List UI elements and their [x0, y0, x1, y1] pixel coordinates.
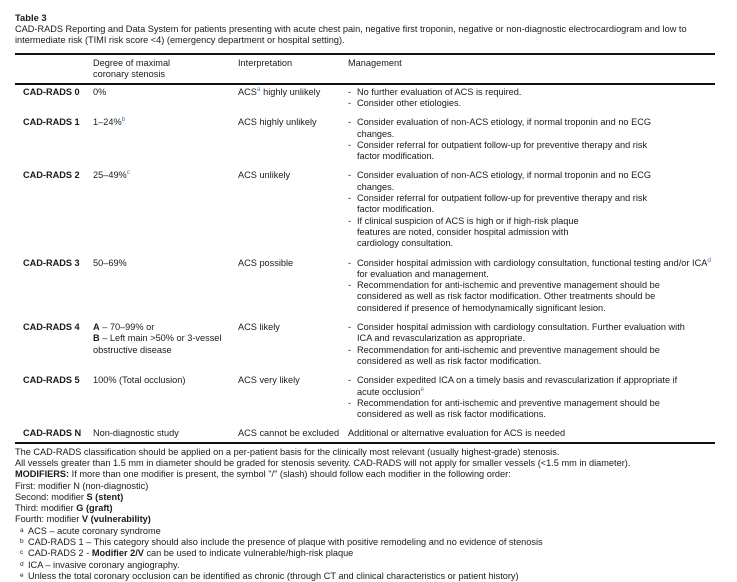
- header-interpretation: Interpretation: [238, 57, 293, 68]
- interpretation-rest: highly unlikely: [260, 86, 321, 97]
- table-notes: [15, 447, 725, 582]
- category-cell: CAD-RADS 2: [23, 170, 80, 181]
- footnote-mark: b: [20, 538, 24, 546]
- management-item: - Consider other etiologies.: [348, 98, 715, 109]
- modifiers-label: MODIFIERS:: [15, 469, 70, 480]
- modifier-order-prefix: Third: modifier: [15, 503, 77, 514]
- footnote-text: CAD-RADS 2 -: [28, 548, 92, 559]
- management-item: [348, 216, 602, 250]
- management-item: [348, 375, 687, 398]
- stenosis-value: 0%: [93, 86, 107, 97]
- stenosis-cell: [93, 115, 238, 168]
- table-row: [15, 115, 715, 168]
- category-cell: CAD-RADS 5: [23, 375, 80, 386]
- management-item: - Consider hospital admission with cardiology consultation. Further evaluation with ICA and revascularization as appropriate.: [348, 322, 687, 345]
- modifier-order-item: [15, 503, 725, 514]
- modifier-order-prefix: First: modifier N (non-diagnostic): [15, 480, 149, 491]
- stenosis-option-a: [93, 322, 238, 333]
- header-management: Management: [348, 57, 402, 68]
- modifier-order-bold: V (vulnerability): [81, 514, 151, 525]
- interpretation-cell: ACS cannot be excluded: [238, 428, 340, 439]
- management-cell: [348, 426, 715, 441]
- footnote-ref[interactable]: b: [121, 116, 126, 124]
- interpretation-cell: ACS possible: [238, 257, 294, 268]
- footnote-text: ACS – acute coronary syndrome: [28, 525, 161, 536]
- management-item: Additional or alternative evaluation for ACS is needed: [348, 428, 566, 439]
- footnotes: [15, 526, 725, 582]
- modifier-order-bold: S (stent): [86, 491, 124, 502]
- management-item-text: If clinical suspicion of ACS is high or if high-risk plaque features are noted, consider hospital admission with cardiology consultation.: [357, 215, 579, 249]
- footnote-ref[interactable]: c: [126, 169, 130, 177]
- management-cell: [348, 373, 715, 426]
- footnote-item: [15, 526, 725, 537]
- stenosis-cell: 50–69%: [93, 257, 127, 268]
- table-row: [15, 256, 715, 320]
- footnote-mark: a: [20, 526, 24, 534]
- modifier-order-item: [15, 481, 725, 492]
- table-row: [15, 85, 715, 116]
- stenosis-option-a-text: – 70–99% or: [99, 322, 155, 333]
- management-item: - Consider evaluation of non-ACS etiology, if normal troponin and no ECG changes.: [348, 117, 657, 140]
- table-bottom-rule: [15, 442, 715, 444]
- management-item-rest: for evaluation and management.: [357, 268, 489, 279]
- footnote-mark: d: [20, 560, 24, 568]
- table-row: [15, 426, 715, 441]
- modifier-order-bold: G (graft): [76, 503, 113, 514]
- management-cell: [348, 115, 715, 168]
- footnote-text: Unless the total coronary occlusion can be identified as chronic (through CT and clinical characteristics or patient history): [28, 570, 519, 581]
- header-category: [15, 55, 93, 84]
- management-item: - Recommendation for anti-ischemic and preventive management should be considered as well as risk factor modification.: [348, 345, 667, 368]
- footnote-text: CAD-RADS 1 – This category should also include the presence of plaque with positive remodeling and no evidence of stenosis: [28, 537, 543, 548]
- cad-rads-table: [15, 55, 715, 442]
- stenosis-option-b-text: – Left main >50% or 3-vessel obstructive disease: [93, 333, 222, 355]
- modifier-order-item: [15, 492, 725, 503]
- note-line: All vessels greater than 1.5 mm in diameter should be graded for stenosis severity. CAD-RADS will not apply for smaller vessels (<1.5 mm in diameter).: [15, 458, 631, 468]
- stenosis-option-a-label: A: [93, 322, 100, 333]
- management-item: [348, 258, 715, 281]
- stenosis-cell: 100% (Total occlusion): [93, 375, 186, 386]
- stenosis-cell: [93, 320, 238, 373]
- interpretation-value: ACS: [238, 86, 257, 97]
- modifiers-text: If more than one modifier is present, the symbol "/" (slash) should follow each modifier in the following order:: [69, 469, 511, 480]
- management-item: - Consider evaluation of non-ACS etiology, if normal troponin and no ECG changes.: [348, 170, 657, 193]
- management-item: - Recommendation for anti-ischemic and preventive management should be considered as well as risk factor modification. Other treatments should be considered if presence of hemodynamically significant lesion.: [348, 280, 667, 314]
- interpretation-cell: ACS likely: [238, 322, 280, 333]
- footnote-item: [15, 560, 725, 571]
- stenosis-cell: Non-diagnostic study: [93, 428, 179, 439]
- table-row: [15, 320, 715, 373]
- management-item: - Consider referral for outpatient follow-up for preventive therapy and risk factor modification.: [348, 140, 657, 163]
- category-cell: CAD-RADS 1: [23, 117, 80, 128]
- footnote-ref[interactable]: a: [256, 85, 261, 93]
- modifier-order-item: [15, 514, 725, 525]
- category-cell: CAD-RADS 0: [23, 86, 80, 97]
- stenosis-cell: [93, 168, 238, 255]
- interpretation-cell: ACS very likely: [238, 375, 300, 386]
- note-line: The CAD-RADS classification should be applied on a per-patient basis for the clinically most relevant (usually highest-grade) stenosis.: [15, 446, 560, 457]
- modifier-order-prefix: Fourth: modifier: [15, 514, 82, 525]
- stenosis-option-b-label: B: [93, 333, 100, 344]
- header-stenosis-text: Degree of maximal coronary stenosis: [93, 57, 171, 79]
- footnote-item: [15, 548, 725, 559]
- footnote-mark: c: [20, 549, 24, 557]
- table-header-row: [15, 55, 715, 84]
- document: [15, 12, 715, 582]
- category-cell: CAD-RADS 4: [23, 322, 80, 333]
- header-stenosis: [93, 55, 238, 84]
- management-cell: [348, 85, 715, 116]
- management-cell: [348, 256, 715, 320]
- management-cell: [348, 320, 715, 373]
- footnote-item: [15, 537, 725, 548]
- stenosis-cell: [93, 85, 238, 116]
- management-item: - Recommendation for anti-ischemic and preventive management should be considered as well as risk factor modifications.: [348, 398, 667, 421]
- footnote-after: can be used to indicate vulnerable/high-risk plaque: [143, 548, 354, 559]
- interpretation-cell: [238, 85, 348, 116]
- interpretation-cell: ACS highly unlikely: [238, 117, 317, 128]
- table-caption: CAD-RADS Reporting and Data System for patients presenting with acute chest pain, negative first troponin, negative or non-diagnostic electrocardiogram and low to intermediate risk (TIMI risk score <4) (emergency department or hospital setting).: [15, 24, 687, 46]
- footnote-ref[interactable]: d: [707, 256, 711, 264]
- stenosis-value: 1–24%: [93, 117, 122, 128]
- table-row: [15, 168, 715, 255]
- modifier-order-prefix: Second: modifier: [15, 491, 87, 502]
- footnote-ref[interactable]: e: [420, 385, 424, 393]
- category-cell: CAD-RADS 3: [23, 257, 80, 268]
- management-item-text: Consider expedited ICA on a timely basis and revascularization if appropriate if acute occlusion: [357, 375, 678, 397]
- footnote-bold: Modifier 2/V: [91, 548, 144, 559]
- management-item: - Consider referral for outpatient follow-up for preventive therapy and risk factor modification.: [348, 193, 657, 216]
- stenosis-value: 25–49%: [93, 170, 127, 181]
- category-cell: CAD-RADS N: [23, 428, 82, 439]
- table-row: [15, 373, 715, 426]
- management-item-text: Consider hospital admission with cardiology consultation, functional testing and/or ICA: [357, 257, 708, 268]
- interpretation-cell: ACS unlikely: [238, 170, 291, 181]
- management-item: - No further evaluation of ACS is required.: [348, 87, 715, 98]
- modifiers-note: [15, 469, 725, 480]
- table-label: Table 3: [15, 12, 47, 23]
- footnote-mark: e: [20, 571, 24, 579]
- footnote-item: [15, 571, 725, 582]
- management-cell: [348, 168, 715, 255]
- footnote-text: ICA – invasive coronary angiography.: [28, 559, 180, 570]
- stenosis-option-b: [93, 333, 223, 356]
